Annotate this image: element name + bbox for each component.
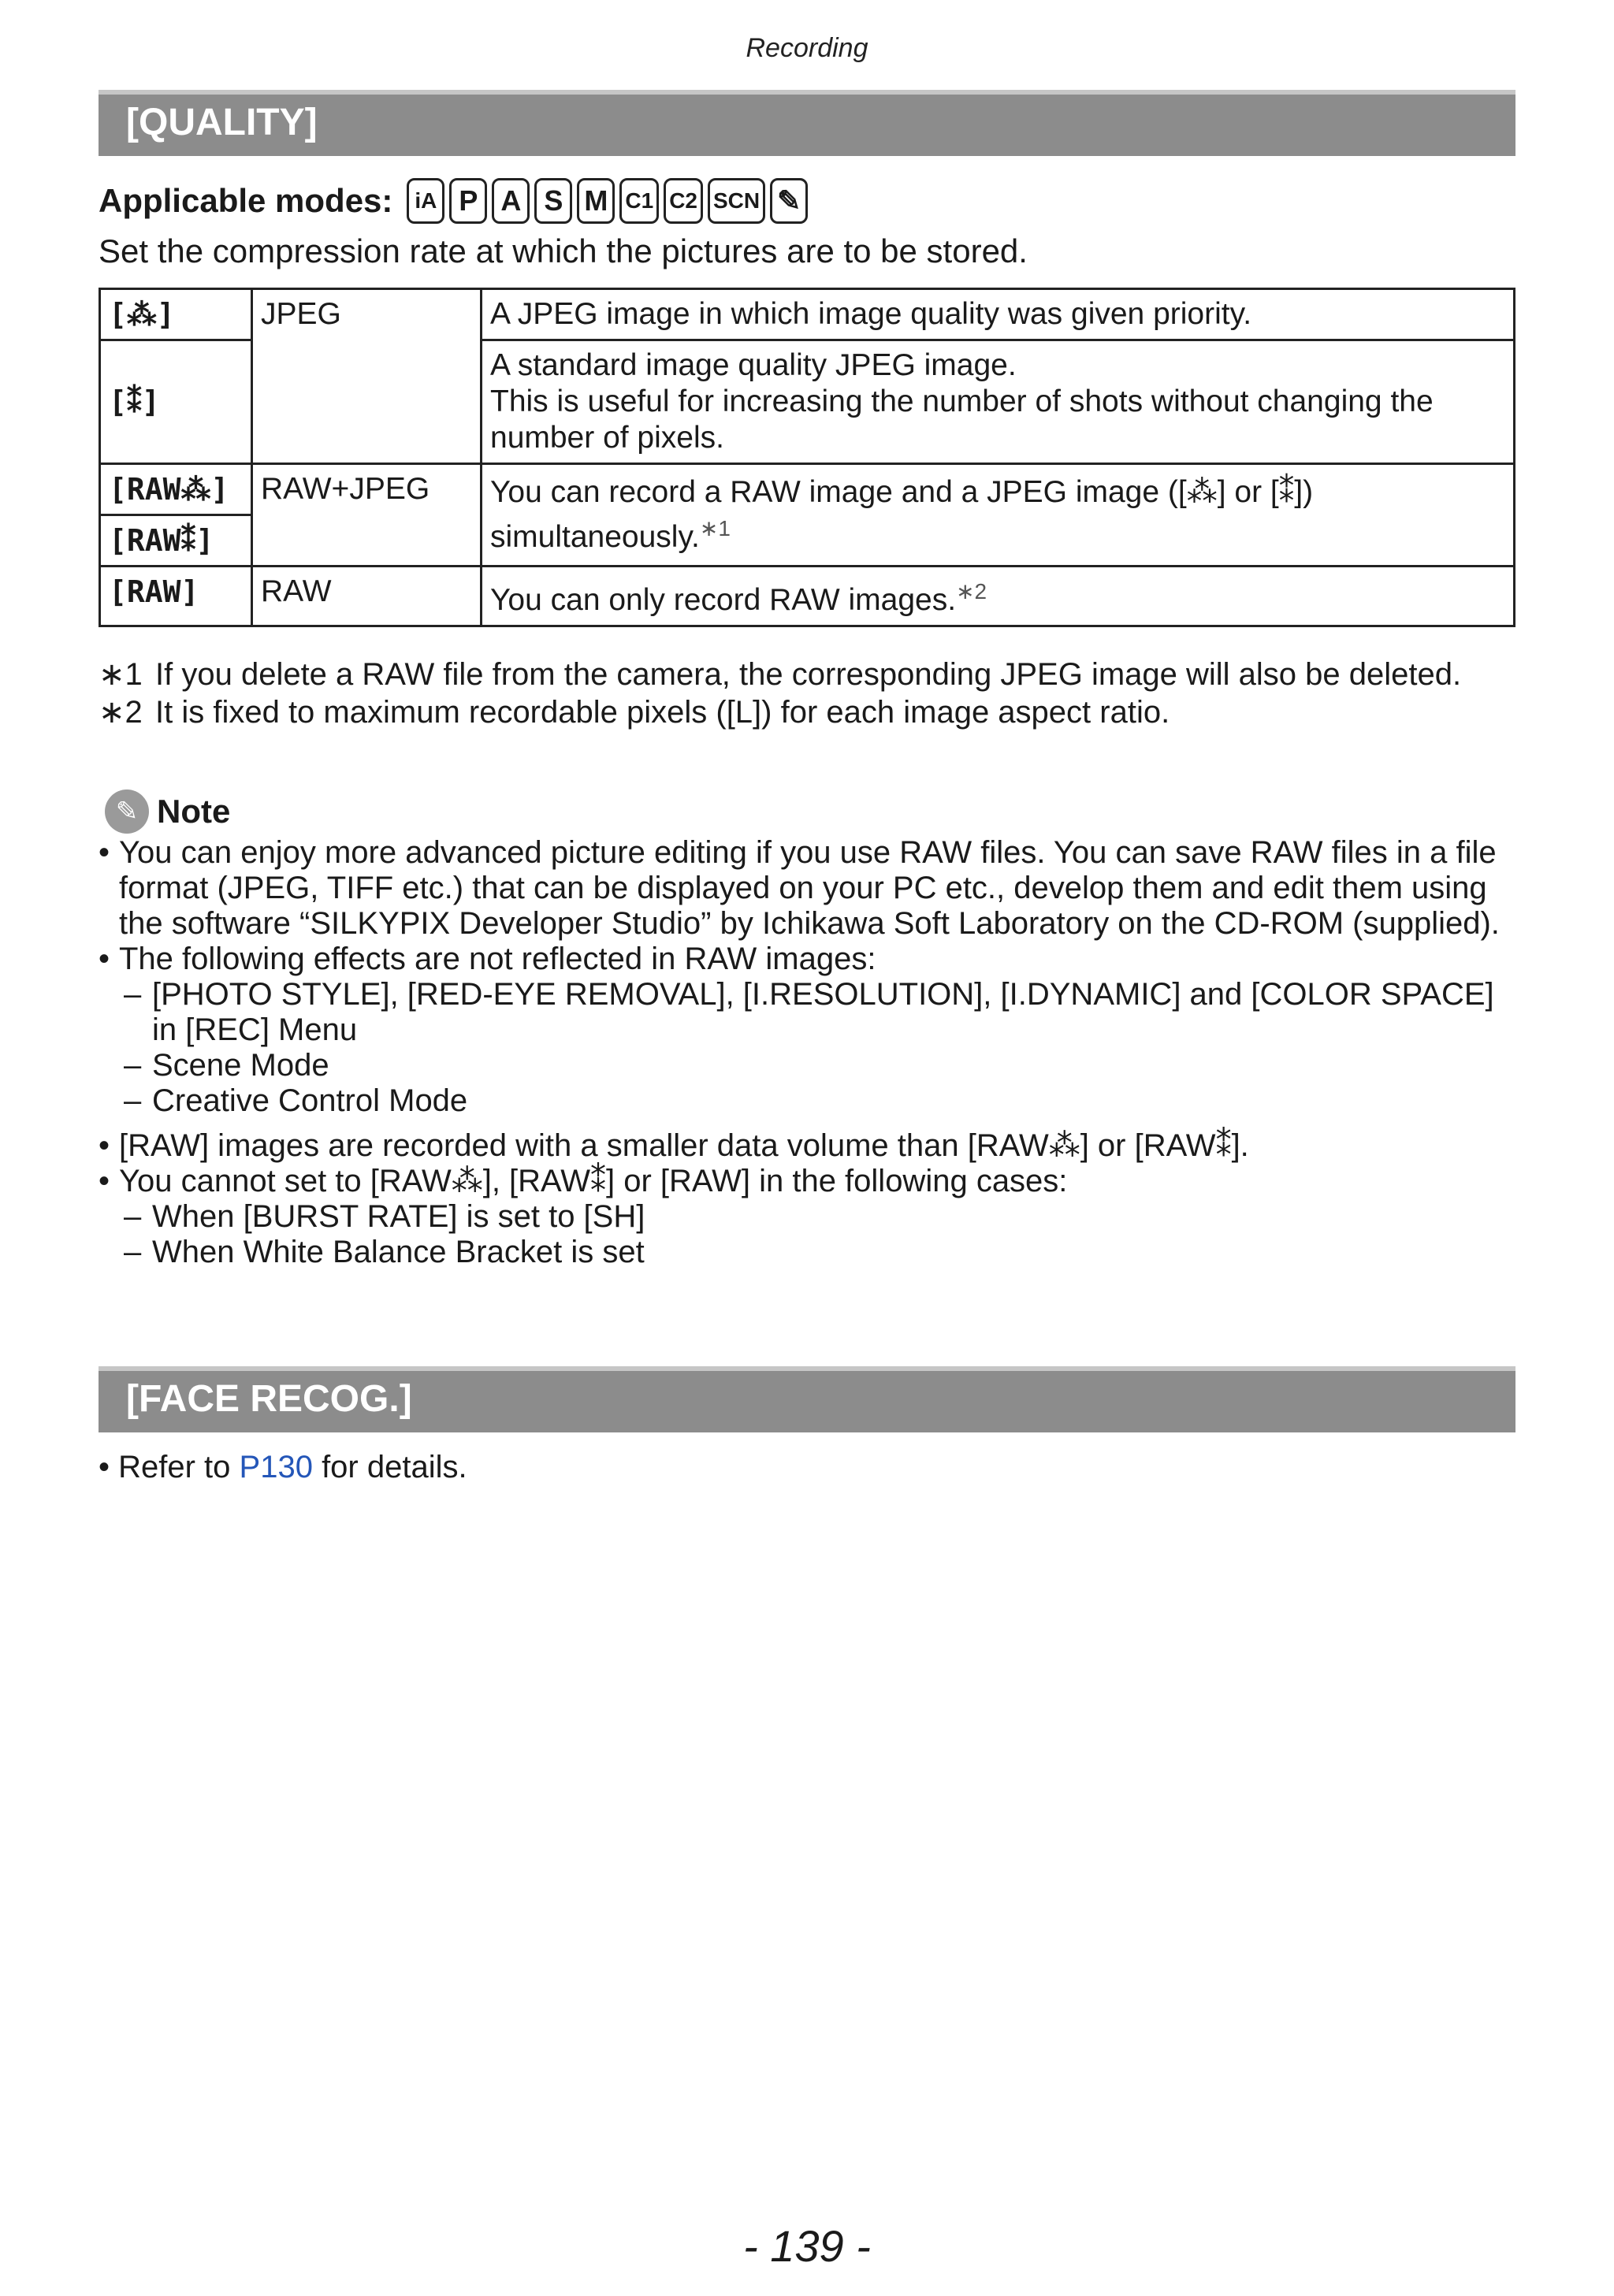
page-number: - 139 -	[743, 2221, 871, 2271]
refer-prefix: Refer to	[118, 1450, 240, 1484]
raw-description-text: You can only record RAW images.	[490, 583, 957, 617]
mode-scn-icon: SCN	[708, 178, 765, 224]
mode-icons	[407, 178, 808, 224]
note-1-text: You can enjoy more advanced picture editing if you use RAW files. You can save RAW files in a file format (JPEG, TIFF etc.) that can be displayed on your PC etc., develop them and edit them using the software “SILKYPIX Developer Studio” by Ichikawa Soft Laboratory on the CD-ROM (supplied).	[119, 835, 1500, 941]
note-3-text: [RAW] images are recorded with a smaller data volume than [RAW⁂] or [RAW⁑].	[119, 1128, 1249, 1163]
running-title: Recording	[746, 33, 868, 63]
footnotes	[99, 656, 1461, 731]
note-4-sub-2: When White Balance Bracket is set	[152, 1235, 645, 1269]
footnote-2	[99, 693, 1461, 731]
mode-p-icon: P	[449, 178, 487, 224]
list-item: • You can enjoy more advanced picture editing if you use RAW files. You can save RAW files in a file format (JPEG, TIFF etc.) that can be displayed on your PC etc., develop them and edit them using the software “SILKYPIX Developer Studio” by Ichikawa Soft Laboratory on the CD-ROM (supplied).	[99, 835, 1515, 942]
note-title: Note	[157, 793, 231, 830]
sub-list-item: – [PHOTO STYLE], [RED-EYE REMOVAL], [I.RESOLUTION], [I.DYNAMIC] and [COLOR SPACE] in [REC] Menu	[99, 977, 1515, 1048]
footnote-2-mark: ∗2	[99, 695, 143, 730]
mode-creative-icon: ✎	[770, 178, 808, 224]
page-link-p130[interactable]: P130	[239, 1450, 313, 1484]
quality-table	[99, 288, 1515, 627]
footnote-1	[99, 656, 1461, 693]
mode-c2-icon: C2	[664, 178, 703, 224]
note-heading	[105, 789, 230, 834]
quality-fine-key: [⁂]	[100, 289, 252, 340]
list-item: • [RAW] images are recorded with a smaller data volume than [RAW⁂] or [RAW⁑].	[99, 1128, 1249, 1163]
applicable-modes	[99, 178, 808, 224]
raw-type-cell: RAW	[252, 567, 482, 626]
mode-c1-icon: C1	[619, 178, 659, 224]
standard-description-line2: This is useful for increasing the number of shots without changing the number of pixels.	[490, 385, 1434, 455]
notes-list	[99, 835, 1515, 1270]
pencil-icon: ✎	[105, 789, 149, 834]
footnote-1-mark: ∗1	[99, 657, 143, 692]
refer-suffix: for details.	[312, 1450, 467, 1484]
fine-description: A JPEG image in which image quality was given priority.	[482, 289, 1515, 340]
footnote-1-text: If you delete a RAW file from the camera, the corresponding JPEG image will also be deleted.	[155, 657, 1462, 692]
jpeg-type-cell: JPEG	[252, 289, 482, 464]
note-2-sub-2: Scene Mode	[152, 1048, 329, 1083]
note-4-text: You cannot set to [RAW⁂], [RAW⁑] or [RAW] in the following cases:	[119, 1164, 1068, 1198]
rawjpeg-type-cell: RAW+JPEG	[252, 464, 482, 567]
mode-s-icon: S	[534, 178, 572, 224]
sub-list-item: – When White Balance Bracket is set	[124, 1235, 645, 1269]
note-2-sub-1: [PHOTO STYLE], [RED-EYE REMOVAL], [I.RESOLUTION], [I.DYNAMIC] and [COLOR SPACE] in [REC] Menu	[152, 977, 1494, 1047]
mode-a-icon: A	[492, 178, 530, 224]
table-row	[100, 289, 1515, 340]
quality-standard-key: [⁑]	[100, 340, 252, 464]
quality-raw-standard-key: [RAW⁑]	[100, 515, 252, 567]
quality-heading: [QUALITY]	[126, 102, 318, 143]
standard-description-line1: A standard image quality JPEG image.	[490, 348, 1017, 382]
quality-raw-key: [RAW]	[100, 567, 252, 626]
applicable-label: Applicable modes:	[99, 182, 393, 219]
sub-list-item: – When [BURST RATE] is set to [SH]	[124, 1199, 645, 1234]
face-recog-refer: • Refer to P130 for details.	[99, 1450, 467, 1484]
table-row	[100, 464, 1515, 515]
footnote-ref-1: ∗1	[699, 516, 731, 541]
quality-intro: Set the compression rate at which the pictures are to be stored.	[99, 232, 1028, 269]
note-2-text: The following effects are not reflected in RAW images:	[119, 942, 876, 976]
quality-raw-fine-key: [RAW⁂]	[100, 464, 252, 515]
standard-description	[482, 340, 1515, 464]
mode-m-icon: M	[577, 178, 615, 224]
raw-description	[482, 567, 1515, 626]
mode-ia-icon: iA	[407, 178, 444, 224]
sub-list-item: – Scene Mode	[124, 1048, 329, 1083]
rawjpeg-description-text: You can record a RAW image and a JPEG image ([⁂] or [⁑]) simultaneously.	[490, 475, 1314, 554]
quality-section-bar	[99, 90, 1515, 156]
list-item: • You cannot set to [RAW⁂], [RAW⁑] or [RAW] in the following cases:	[99, 1164, 1068, 1198]
footnote-ref-2: ∗2	[956, 579, 987, 604]
list-item: • The following effects are not reflected in RAW images:	[99, 942, 876, 976]
face-recog-heading: [FACE RECOG.]	[126, 1378, 412, 1420]
note-4-sub-1: When [BURST RATE] is set to [SH]	[152, 1199, 645, 1234]
table-row	[100, 567, 1515, 626]
rawjpeg-description	[482, 464, 1515, 567]
face-recog-section-bar	[99, 1366, 1515, 1432]
footnote-2-text: It is fixed to maximum recordable pixels ([L]) for each image aspect ratio.	[155, 695, 1170, 730]
sub-list-item: – Creative Control Mode	[124, 1083, 468, 1118]
note-2-sub-3: Creative Control Mode	[152, 1083, 468, 1118]
